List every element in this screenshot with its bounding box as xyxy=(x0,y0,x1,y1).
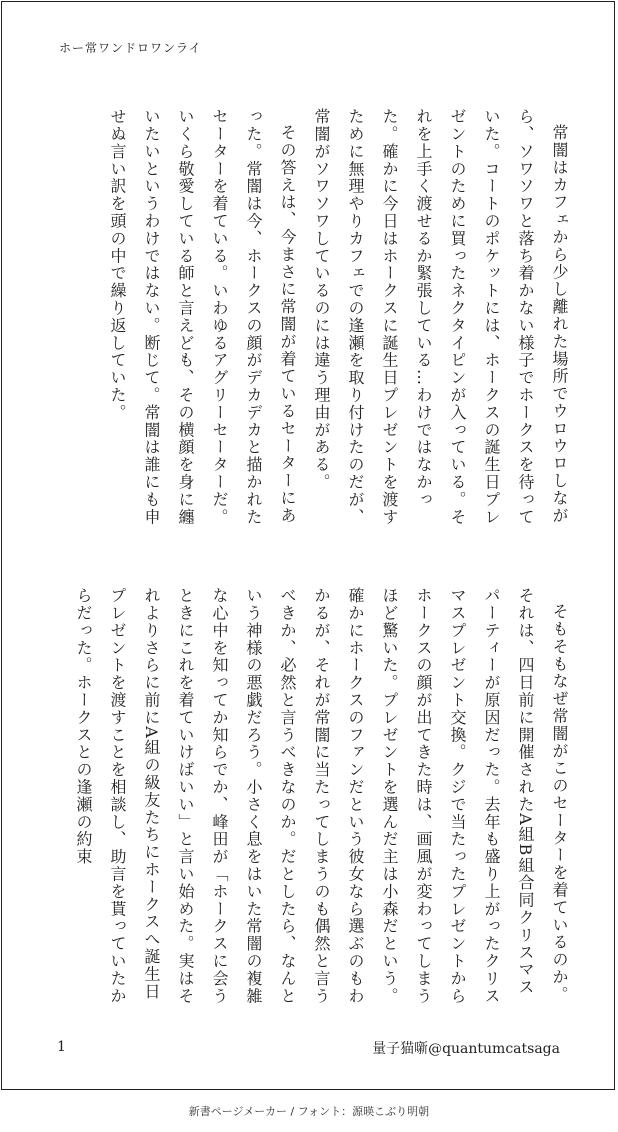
generator-caption: 新書ページメーカー / フォント：源暎こぶり明朝 xyxy=(188,1105,430,1118)
paragraph: その答えは、今まさに常闇が着ているセーターにあった。常闇は今、ホークスの顔がデカデカと描かれたセーターを着ている。いわゆるアグリーセーターだ。いくら敬愛している師と言えども、その横顔を身に纏いたいというわけではない。断じて。常闇は誰にも申せぬ言い訳を頭の中で繰り返していた。 xyxy=(108,108,297,526)
page-header-title: ホー常ワンドロワンライ xyxy=(59,41,202,55)
page-number: 1 xyxy=(57,1039,66,1055)
book-page xyxy=(1,1,615,1090)
author-credit: 量子猫噺@quantumcatsaga xyxy=(372,1041,560,1057)
text-block-upper xyxy=(100,108,576,526)
text-block-lower xyxy=(66,587,576,1005)
paragraph: そもそもなぜ常闇がこのセーターを着ているのか。それは、四日前に開催されたA組B組合同クリスマスパーティーが原因だった。去年も盛り上がったクリスマスプレゼント交換。クジで当たったプレゼントからホークスの顔が出てきた時は、画風が変わってしまうほど驚いた。プレゼントを選んだ主は小森だという。確かにホークスのファンだという彼女なら選ぶのもわかるが、それが常闇に当たってしまうのも偶然と言うべきか、必然と言うべきなのか。だとしたら、なんという神様の悪戯だろう。小さく息をはいた常闇の複雑な心中を知ってか知らでか、峰田が「ホークスに会うときにこれを着ていけばいい」と言い始めた。実はそれよりさらに前にA組の級友たちにホークスへ誕生日プレゼントを渡すことを相談し、助言を貰っていたからだった。ホークスとの逢瀬の約束 xyxy=(74,587,569,1005)
paragraph: 常闇はカフェから少し離れた場所でウロウロしながら、ソワソワと落ち着かない様子でホークスを待っていた。コートのポケットには、ホークスの誕生日プレゼントのために買ったネクタイピンが入っている。それを上手く渡せるか緊張している…わけではなかった。確かに今日はホークスに誕生日プレゼントを渡すために無理やりカフェでの逢瀬を取り付けたのだが、常闇がソワソワしているのには違う理由がある。 xyxy=(312,108,569,526)
